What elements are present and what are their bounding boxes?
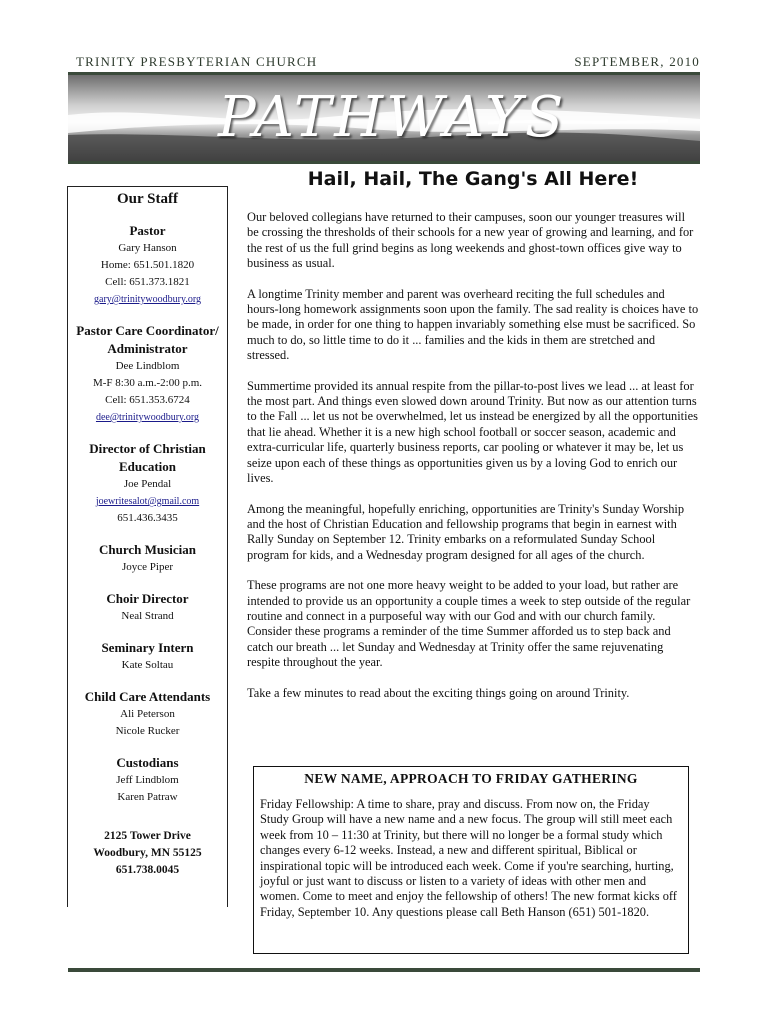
education-name: Joe Pendal: [123, 478, 172, 490]
coordinator-heading-line1: Pastor Care Coordinator/: [76, 323, 219, 338]
sidebar-title: Our Staff: [117, 191, 178, 207]
childcare-name-1: Ali Peterson: [120, 708, 175, 720]
intern-name: Kate Soltau: [121, 659, 174, 671]
pastor-email-link[interactable]: gary@trinitywoodbury.org: [94, 294, 201, 305]
staff-sidebar: [67, 186, 228, 907]
friday-gathering-callout: [253, 766, 689, 954]
musician-heading: Church Musician: [99, 542, 196, 557]
education-email-link[interactable]: joewritesalot@gmail.com: [95, 496, 200, 507]
article-paragraph-6: Take a few minutes to read about the exciting things going on around Trinity.: [247, 685, 630, 700]
masthead-banner: [68, 72, 700, 164]
newsletter-title: PATHWAYS: [218, 85, 567, 150]
coordinator-name: Dee Lindblom: [115, 360, 180, 372]
church-name: TRINITY PRESBYTERIAN CHURCH: [76, 54, 318, 69]
childcare-heading: Child Care Attendants: [84, 689, 211, 704]
education-phone: 651.436.3435: [117, 512, 178, 524]
address-phone: 651.738.0045: [115, 864, 180, 876]
article-paragraph-2: A longtime Trinity member and parent was overheard reciting the full schedules and hours-long homework assignments soon upon the family. The sad reality is choices have to be made, in order for one thing to happen invariably something else must be sacrificed. So much to do, so little time to do it ... families and the kids in them are stretched and stressed.: [247, 286, 699, 363]
choir-name: Neal Strand: [121, 610, 174, 622]
article-paragraph-5: These programs are not one more heavy weight to be added to your load, but rather are intended to provide us an opportunity a couple times a week to step outside of the regular routine and connect in a purposeful way with our God and with our church family. Consider these programs a reminder of the time Summer afforded us to step back and catch our breath ... let Sunday and Wednesday at Trinity offer the same rejuvenating respite throughout the year.: [247, 578, 691, 670]
custodians-heading: Custodians: [116, 755, 179, 770]
coordinator-cell-phone: Cell: 651.353.6724: [105, 394, 190, 406]
pastor-name: Gary Hanson: [118, 242, 177, 254]
article-headline: Hail, Hail, The Gang's All Here!: [307, 168, 639, 190]
pastor-cell-phone: Cell: 651.373.1821: [105, 276, 190, 288]
coordinator-hours: M-F 8:30 a.m.-2:00 p.m.: [92, 377, 203, 389]
pastor-heading: Pastor: [129, 223, 166, 238]
pastor-home-phone: Home: 651.501.1820: [100, 259, 195, 271]
custodian-name-1: Jeff Lindblom: [116, 774, 179, 786]
choir-heading: Choir Director: [106, 591, 189, 606]
address-street: 2125 Tower Drive: [104, 830, 191, 842]
education-heading: [68, 440, 227, 476]
article-paragraph-1: Our beloved collegians have returned to their campuses, soon our younger treasures will be crossing the thresholds of their schools for a new year of growing and learning, and for the rest of us the full grind begins as long weekends and ghost-town offices give way to business as usual.: [247, 210, 694, 271]
masthead-header: [74, 54, 700, 72]
childcare-name-2: Nicole Rucker: [115, 725, 180, 737]
musician-name: Joyce Piper: [121, 561, 173, 573]
custodian-name-2: Karen Patraw: [117, 791, 178, 803]
coordinator-heading-line2: Administrator: [107, 341, 188, 356]
education-heading-line1: Director of Christian: [89, 441, 206, 456]
address-city: Woodbury, MN 55125: [93, 847, 202, 859]
callout-title: NEW NAME, APPROACH TO FRIDAY GATHERING: [304, 771, 638, 786]
callout-text: Friday Fellowship: A time to share, pray and discuss. From now on, the Friday Study Group will have a new name and a new focus. The group will still meet each week from 10 – 11:30 at Trinity, but there will no longer be a formal study which changes every 6-12 weeks. Instead, a new and different spiritual, Biblical or inspirational topic will be introduced each week. Come if you're searching, hurting, joyful or just want to discuss or listen to a variety of ideas with other men and women. Come to meet and enjoy the fellowship of others! The new format kicks off Friday, September 10. Any questions please call Beth Hanson (651) 501-1820.: [260, 797, 677, 919]
coordinator-email-link[interactable]: dee@trinitywoodbury.org: [95, 412, 200, 423]
coordinator-heading: [68, 322, 227, 358]
intern-heading: Seminary Intern: [101, 640, 194, 655]
article-body: [247, 210, 699, 716]
education-heading-line2: Education: [118, 459, 177, 474]
issue-date: SEPTEMBER, 2010: [574, 54, 700, 69]
article-paragraph-3: Summertime provided its annual respite from the pillar-to-post lives we lead ... at least for the most part. And things even slowed down around Trinity. But now as our attention turns to the Fall ... let us not be overwhelmed, let us instead be energized by all the opportunities that lie ahead. Whether it is a new high school football or soccer season, academic and extra-curricular life, quarterly business reports, car pooling or whatever it may be, let us seize upon each of these things as opportunities given us by a loving God to enrich our lives.: [247, 378, 698, 486]
article-paragraph-4: Among the meaningful, hopefully enriching, opportunities are Trinity's Sunday Worship and the host of Christian Education and fellowship programs that begin in earnest with Rally Sunday on September 12. Trinity embarks on a reformulated Sunday School program for kids, and a Wednesday program designed for all ages of the church.: [247, 501, 685, 562]
bottom-divider: [68, 968, 700, 972]
